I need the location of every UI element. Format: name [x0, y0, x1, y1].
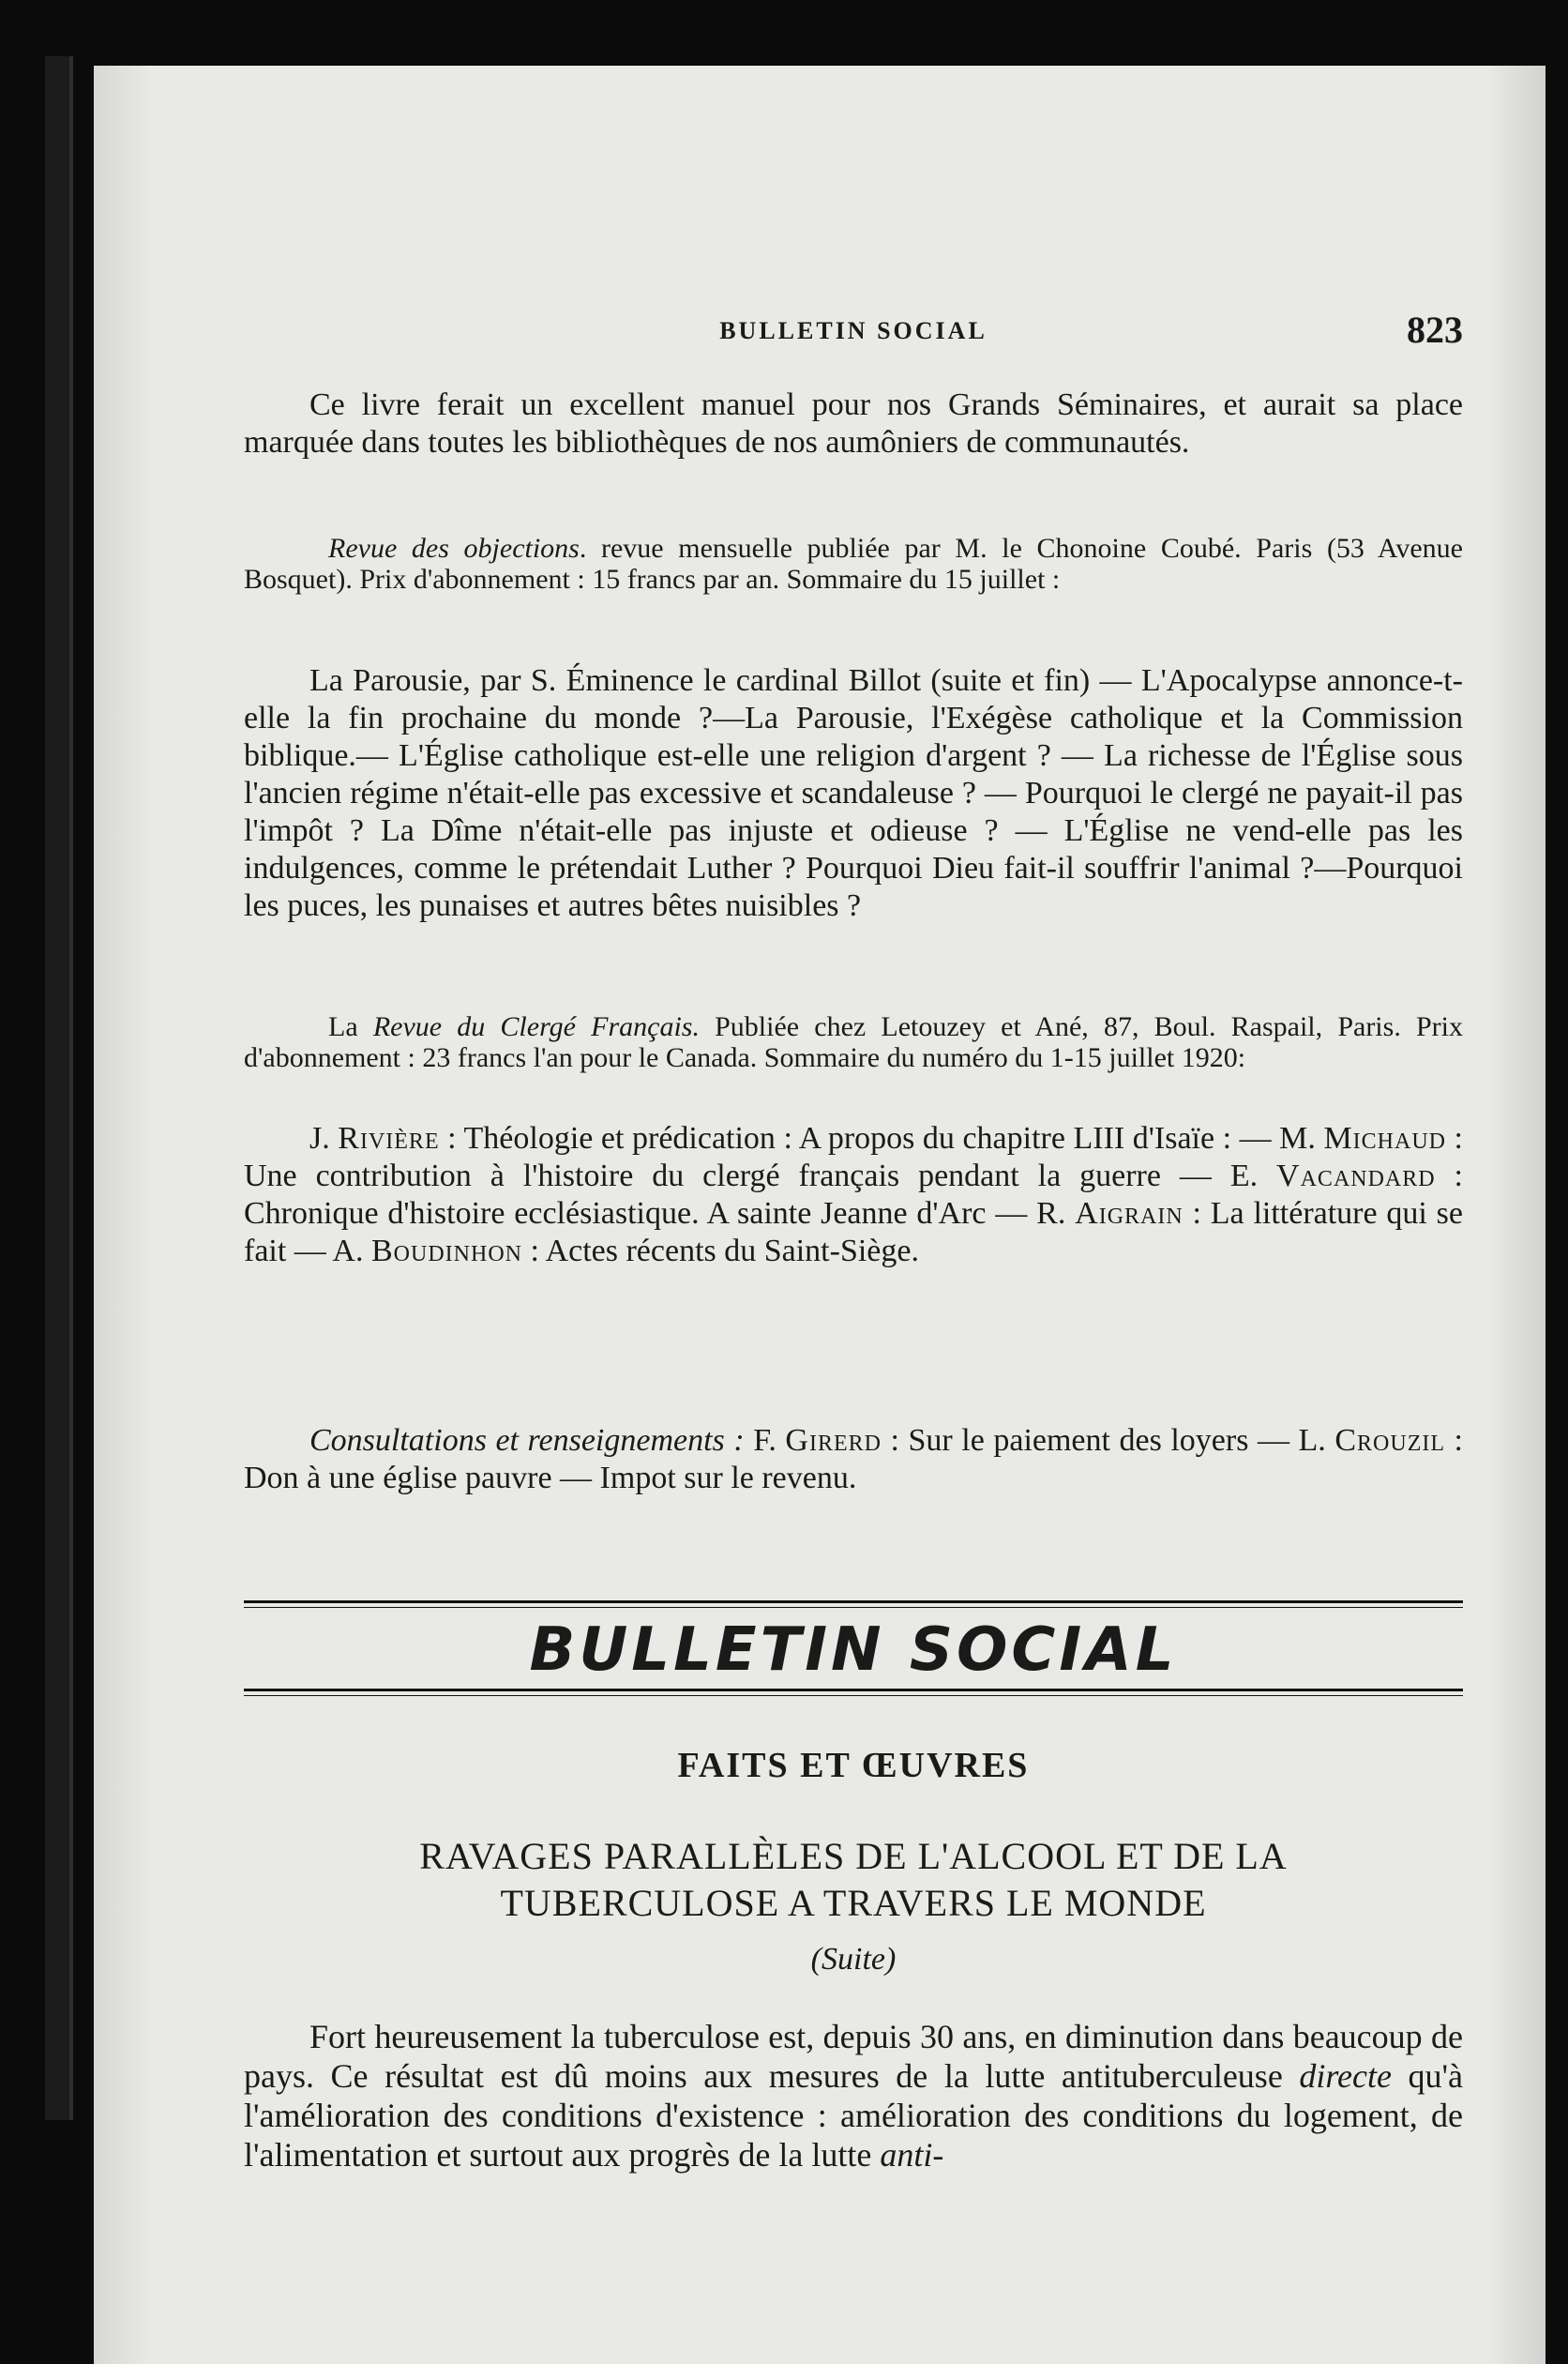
- paragraph-5: [244, 1120, 1463, 1270]
- paragraph-2: [244, 533, 1463, 595]
- paragraph-2-rest: . revue mensuelle publiée par M. le Chonoine Coubé. Paris (53 Avenue Bosquet). Prix d'abonnement : 15 francs par an. Sommaire du 15 juillet :: [244, 533, 1463, 595]
- journal-title-2: Revue du Clergé Français.: [372, 1011, 700, 1042]
- paragraph-3-text: La Parousie, par S. Éminence le cardinal Billot (suite et fin) — L'Apocalypse annonce-t-elle la fin prochaine du monde ?—La Parousie, l'Exégèse catholique et la Commission biblique.— L'Église catholique est-elle une religion d'argent ? — La richesse de l'Église sous l'ancien régime n'était-elle pas excessive et scandaleuse ? — Pourquoi le clergé ne payait-il pas l'impôt ? La Dîme n'était-elle pas injuste et odieuse ? — L'Église ne vend-elle pas les indulgences, comme le prétendait Luther ? Pourquoi Dieu fait-il souffrir l'animal ?—Pourquoi les puces, les punaises et autres bêtes nuisibles ?: [244, 663, 1463, 923]
- journal-title: Revue des objections: [328, 533, 580, 564]
- paragraph-4-text: [244, 1011, 1463, 1073]
- paragraph-1: [244, 386, 1463, 462]
- italic-term: directe: [1299, 2057, 1392, 2095]
- paragraph-2-text: [244, 533, 1463, 595]
- consultations-heading: Consultations et renseignements :: [309, 1423, 745, 1458]
- author-name: Crouzil: [1334, 1423, 1446, 1458]
- section-banner: BULLETIN SOCIAL: [529, 1615, 1178, 1685]
- banner-rule-top: [244, 1600, 1463, 1608]
- running-head: [244, 308, 1463, 383]
- section-title: FAITS ET ŒUVRES: [677, 1746, 1030, 1785]
- author-name: Boudinhon: [370, 1234, 522, 1268]
- article-suite: (Suite): [810, 1942, 897, 1977]
- binding-strip: [45, 56, 73, 2120]
- text-run: : Actes récents du Saint-Siège.: [521, 1234, 919, 1268]
- article-body: [244, 2017, 1463, 2175]
- page-number: 823: [1407, 309, 1463, 351]
- text-run: : Chronique d'histoire ecclésiastique. A sainte Jeanne d'Arc — R.: [244, 1159, 1463, 1231]
- article-body-text: [244, 2017, 1463, 2175]
- paragraph-5-text: [244, 1120, 1463, 1270]
- author-name: Michaud: [1323, 1121, 1447, 1156]
- author-name: Aigrain: [1075, 1196, 1184, 1231]
- paragraph-4-lead: La: [328, 1011, 373, 1042]
- text-run: : Une contribution à l'histoire du clergé français pendant la guerre — E.: [244, 1121, 1464, 1193]
- author-name: Vacandard: [1276, 1159, 1436, 1193]
- text-run: : Théologie et prédication : A propos du chapitre LIII d'Isaïe : — M.: [439, 1121, 1324, 1156]
- italic-term: anti-: [880, 2136, 944, 2174]
- author-name: Rivière: [338, 1121, 440, 1156]
- running-title: BULLETIN SOCIAL: [719, 317, 988, 344]
- document-page: [94, 66, 1545, 2364]
- text-run: : Sur le paiement des loyers — L.: [881, 1423, 1335, 1458]
- paragraph-4: [244, 1011, 1463, 1073]
- article-title: [244, 1833, 1463, 1927]
- paragraph-6: [244, 1422, 1463, 1497]
- paragraph-1-text: Ce livre ferait un excellent manuel pour nos Grands Séminaires, et aurait sa place marquée dans toutes les bibliothèques de nos aumôniers de communautés.: [244, 387, 1463, 460]
- paragraph-3: [244, 662, 1463, 925]
- article-title-line-1: RAVAGES PARALLÈLES DE L'ALCOOL ET DE LA: [419, 1835, 1288, 1877]
- text-run: Fort heureusement la tuberculose est, depuis 30 ans, en diminution dans beaucoup de pays. Ce résultat est dû moins aux mesures de la lutte antituberculeuse: [244, 2018, 1463, 2095]
- text-run: : Don à une église pauvre — Impot sur le revenu.: [244, 1423, 1464, 1495]
- paragraph-6-text: [244, 1422, 1463, 1497]
- text-run: qu'à l'amélioration des conditions d'existence : amélioration des conditions du logement, de l'alimentation et surtout aux progrès de la lutte: [244, 2057, 1464, 2174]
- paragraph-4-rest: Publiée chez Letouzey et Ané, 87, Boul. Raspail, Paris. Prix d'abonnement : 23 francs l'an pour le Canada. Sommaire du numéro du 1-15 juillet 1920:: [244, 1011, 1463, 1073]
- text-run: : La littérature qui se fait — A.: [244, 1196, 1463, 1268]
- banner-rule-bottom: [244, 1689, 1463, 1696]
- text-run: J.: [309, 1121, 339, 1156]
- author-name: Girerd: [785, 1423, 882, 1458]
- text-run: F.: [744, 1423, 786, 1458]
- article-title-line-2: TUBERCULOSE A TRAVERS LE MONDE: [500, 1882, 1207, 1924]
